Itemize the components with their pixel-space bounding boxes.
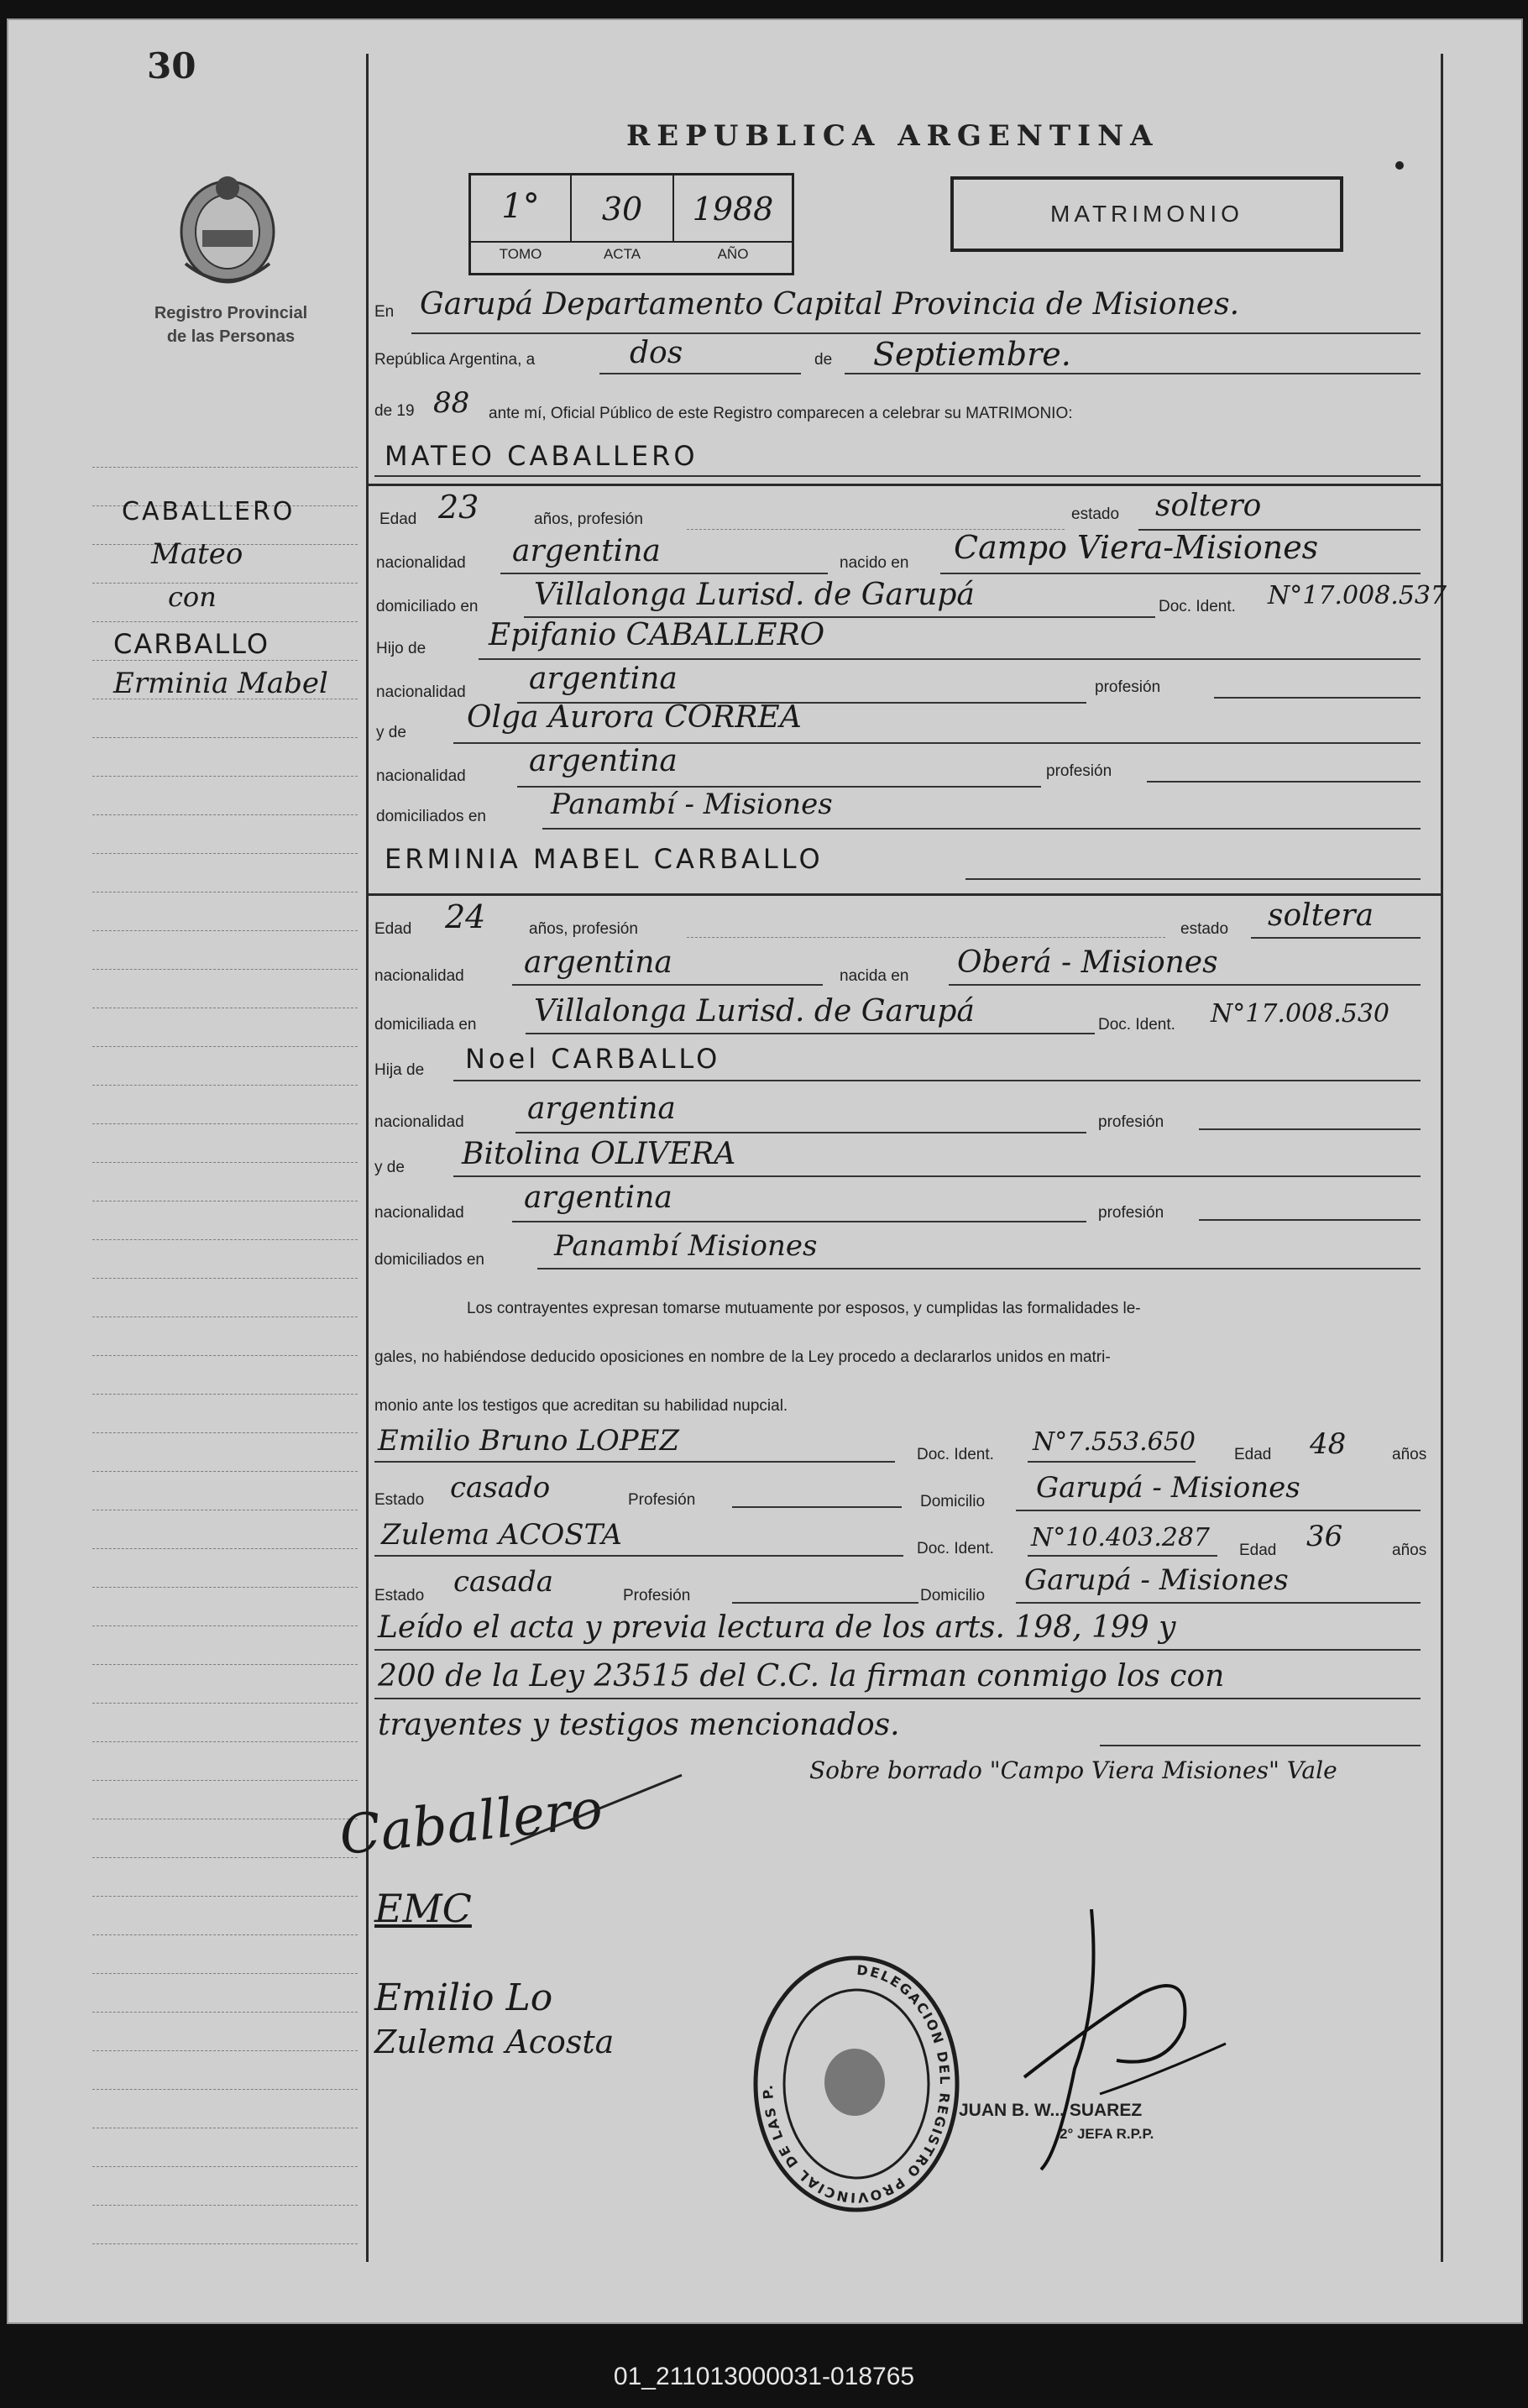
- margin-ruled-line: [92, 1162, 358, 1163]
- label-year-prefix: de 19: [374, 402, 415, 420]
- declaration-line2: gales, no habiéndose deducido oposiciones en nombre de la Ley procedo a declararlos unidos en matri-: [374, 1348, 1111, 1366]
- right-border-line: [1441, 54, 1443, 2262]
- signature-witness1: Emilio Lo: [374, 1976, 553, 2019]
- groom-label-doc: Doc. Ident.: [1159, 598, 1236, 615]
- bride-father-nacionalidad: argentina: [527, 1091, 676, 1126]
- bride-label-prof-mother: profesión: [1098, 1204, 1164, 1222]
- bride-label-nac-mother: nacionalidad: [374, 1204, 464, 1222]
- groom-label-domiciliados: domiciliados en: [376, 808, 486, 825]
- groom-doc: N°17.008.537: [1268, 581, 1447, 610]
- ink-dot: [1395, 161, 1404, 170]
- official-name: JUAN B. W... SUAREZ: [959, 2101, 1143, 2120]
- margin-ruled-line: [92, 1741, 358, 1742]
- margin-note-name1: Mateo: [151, 537, 243, 571]
- witness1-label-edad: Edad: [1234, 1446, 1272, 1463]
- bride-parents-domicilio: Panambí Misiones: [554, 1229, 818, 1263]
- groom-domicilio: Villalonga Lurisd. de Garupá: [534, 578, 975, 612]
- groom-label-y-de: y de: [376, 724, 406, 741]
- margin-ruled-line: [92, 1046, 358, 1047]
- erasure-note: Sobre borrado "Campo Viera Misiones" Vale: [809, 1756, 1337, 1784]
- intro-day: dos: [630, 336, 683, 370]
- margin-ruled-line: [92, 1703, 358, 1704]
- registry-name-line1: Registro Provincial: [154, 304, 308, 322]
- bride-birthplace: Oberá - Misiones: [957, 945, 1218, 980]
- groom-label-estado: estado: [1071, 505, 1120, 523]
- margin-ruled-line: [92, 1934, 358, 1935]
- groom-birthplace: Campo Viera-Misiones: [954, 529, 1319, 566]
- margin-ruled-line: [92, 776, 358, 777]
- bride-label-profesion: años, profesión: [529, 920, 638, 938]
- footer-file-id: 01_211013000031-018765: [613, 2363, 915, 2390]
- margin-ruled-line: [92, 1471, 358, 1472]
- witness1-domicilio: Garupá - Misiones: [1036, 1471, 1300, 1505]
- witness2-domicilio: Garupá - Misiones: [1024, 1563, 1289, 1597]
- margin-ruled-line: [92, 1857, 358, 1858]
- groom-label-edad: Edad: [379, 510, 417, 528]
- anio-label: AÑO: [717, 246, 749, 262]
- groom-label-nacido: nacido en: [840, 554, 909, 572]
- margin-ruled-line: [92, 467, 358, 468]
- margin-ruled-line: [92, 1664, 358, 1665]
- register-page: [7, 18, 1523, 2324]
- stamp-ring-text: DELEGACION DEL REGISTRO PROVINCIAL DE LAS P.: [759, 1961, 954, 2206]
- margin-note-surname2: CARBALLO: [113, 628, 270, 660]
- margin-ruled-line: [92, 1896, 358, 1897]
- bride-label-prof-father: profesión: [1098, 1113, 1164, 1131]
- bride-label-nacida: nacida en: [840, 967, 909, 985]
- groom-age: 23: [438, 489, 479, 526]
- bride-label-y-de: y de: [374, 1159, 405, 1176]
- declaration-line3: monio ante los testigos que acreditan su habilidad nupcial.: [374, 1397, 788, 1415]
- bride-label-hija: Hija de: [374, 1061, 425, 1079]
- country-title: REPUBLICA ARGENTINA: [626, 119, 1159, 153]
- margin-ruled-line: [92, 1432, 358, 1433]
- closing-line1: Leído el acta y previa lectura de los arts. 198, 199 y: [378, 1610, 1176, 1645]
- margin-ruled-line: [92, 1548, 358, 1549]
- signature-groom: Caballero: [336, 1777, 606, 1868]
- margin-ruled-line: [92, 583, 358, 584]
- groom-father: Epifanio CABALLERO: [489, 618, 825, 652]
- bride-mother-nacionalidad: argentina: [524, 1180, 672, 1215]
- groom-mother: Olga Aurora CORREA: [467, 700, 802, 735]
- margin-ruled-line: [92, 1239, 358, 1240]
- margin-ruled-line: [92, 2012, 358, 2013]
- intro-place: Garupá Departamento Capital Provincia de Misiones.: [420, 287, 1240, 322]
- official-title: 2° JEFA R.P.P.: [1060, 2126, 1154, 2142]
- margin-ruled-line: [92, 2243, 358, 2244]
- bride-nacionalidad: argentina: [524, 945, 672, 980]
- margin-ruled-line: [92, 969, 358, 970]
- official-stamp: [747, 1950, 965, 2239]
- margin-note-surname1: CABALLERO: [122, 497, 296, 526]
- bride-label-domiciliada: domiciliada en: [374, 1016, 477, 1034]
- margin-ruled-line: [92, 737, 358, 738]
- margin-ruled-line: [92, 814, 358, 815]
- signature-bride: EMC: [374, 1886, 472, 1931]
- label-officer: ante mí, Oficial Público de este Registro comparecen a celebrar su MATRIMONIO:: [489, 405, 1073, 422]
- bride-label-doc: Doc. Ident.: [1098, 1016, 1175, 1034]
- witness2-label-anios: años: [1392, 1542, 1427, 1559]
- bride-domicilio: Villalonga Lurisd. de Garupá: [534, 994, 975, 1029]
- registry-name-line2: de las Personas: [166, 327, 296, 346]
- margin-ruled-line: [92, 892, 358, 893]
- witness2-label-estado: Estado: [374, 1587, 425, 1604]
- margin-ruled-line: [92, 2205, 358, 2206]
- groom-name: MATEO CABALLERO: [385, 440, 699, 472]
- groom-label-nacionalidad: nacionalidad: [376, 554, 466, 572]
- intro-month: Septiembre.: [873, 336, 1071, 373]
- bride-father: Noel CARBALLO: [465, 1043, 721, 1075]
- margin-ruled-line: [92, 853, 358, 854]
- margin-ruled-line: [92, 2050, 358, 2051]
- bride-mother: Bitolina OLIVERA: [462, 1137, 736, 1171]
- closing-line2: 200 de la Ley 23515 del C.C. la firman conmigo los con: [378, 1659, 1225, 1693]
- anio-value: 1988: [692, 191, 774, 228]
- margin-ruled-line: [92, 1278, 358, 1279]
- margin-ruled-line: [92, 660, 358, 661]
- margin-note-con: con: [168, 581, 217, 613]
- margin-ruled-line: [92, 2166, 358, 2167]
- margin-ruled-line: [92, 1394, 358, 1395]
- margin-note-name2: Erminia Mabel: [113, 667, 328, 700]
- signature-witness2: Zulema Acosta: [374, 2023, 615, 2060]
- witness1-label-doc: Doc. Ident.: [917, 1446, 994, 1463]
- margin-ruled-line: [92, 930, 358, 931]
- witness1-doc: N°7.553.650: [1033, 1427, 1196, 1457]
- groom-label-domiciliado: domiciliado en: [376, 598, 479, 615]
- groom-label-nac-father: nacionalidad: [376, 683, 466, 701]
- groom-father-nacionalidad: argentina: [529, 662, 678, 696]
- tomo-label: TOMO: [499, 246, 542, 262]
- witness2-label-edad: Edad: [1239, 1542, 1277, 1559]
- coat-of-arms-icon: [173, 171, 282, 293]
- groom-label-hijo: Hijo de: [376, 640, 426, 657]
- groom-label-profesion: años, profesión: [534, 510, 643, 528]
- witness1-name: Emilio Bruno LOPEZ: [378, 1424, 680, 1458]
- bride-label-nac-father: nacionalidad: [374, 1113, 464, 1131]
- witness1-label-estado: Estado: [374, 1491, 425, 1509]
- groom-label-nac-mother: nacionalidad: [376, 767, 466, 785]
- groom-parents-domicilio: Panambí - Misiones: [551, 788, 833, 821]
- label-en: En: [374, 303, 395, 321]
- margin-ruled-line: [92, 1355, 358, 1356]
- margin-ruled-line: [92, 2089, 358, 2090]
- declaration-line1: Los contrayentes expresan tomarse mutuamente por esposos, y cumplidas las formalidades le-: [467, 1300, 1141, 1317]
- witness2-name: Zulema ACOSTA: [381, 1518, 622, 1552]
- witness1-label-profesion: Profesión: [628, 1491, 696, 1509]
- groom-nacionalidad: argentina: [512, 534, 661, 568]
- groom-label-prof-mother: profesión: [1046, 762, 1112, 780]
- margin-ruled-line: [92, 1123, 358, 1124]
- bride-age: 24: [445, 898, 486, 935]
- margin-ruled-line: [92, 1973, 358, 1974]
- witness1-label-anios: años: [1392, 1446, 1427, 1463]
- bride-name: ERMINIA MABEL CARBALLO: [385, 843, 824, 875]
- acta-value: 30: [601, 191, 643, 228]
- act-type-box: [950, 176, 1343, 252]
- bride-label-nacionalidad: nacionalidad: [374, 967, 464, 985]
- left-border-line: [366, 54, 369, 2262]
- margin-ruled-line: [92, 1085, 358, 1086]
- witness1-estado: casado: [450, 1471, 551, 1505]
- witness2-label-profesion: Profesión: [623, 1587, 691, 1604]
- closing-line3: trayentes y testigos mencionados.: [378, 1708, 900, 1742]
- page-number: 30: [147, 45, 196, 86]
- witness2-label-domicilio: Domicilio: [920, 1587, 986, 1604]
- tomo-value: 1°: [501, 187, 540, 226]
- acta-label: ACTA: [603, 246, 641, 262]
- margin-ruled-line: [92, 621, 358, 622]
- bride-label-estado: estado: [1180, 920, 1229, 938]
- bride-label-edad: Edad: [374, 920, 412, 938]
- witness1-age: 48: [1310, 1427, 1347, 1461]
- act-type-label: MATRIMONIO: [1050, 201, 1243, 227]
- bride-doc: N°17.008.530: [1211, 999, 1390, 1029]
- witness2-doc: N°10.403.287: [1031, 1523, 1211, 1552]
- groom-estado: soltero: [1155, 489, 1262, 523]
- volume-box: [468, 173, 794, 275]
- groom-label-prof-father: profesión: [1095, 678, 1161, 696]
- label-republica: República Argentina, a: [374, 351, 536, 369]
- witness2-label-doc: Doc. Ident.: [917, 1540, 994, 1557]
- witness2-age: 36: [1306, 1520, 1343, 1553]
- margin-ruled-line: [92, 1587, 358, 1588]
- margin-ruled-line: [92, 1780, 358, 1781]
- label-de: de: [814, 351, 833, 369]
- bride-label-domiciliados: domiciliados en: [374, 1251, 484, 1269]
- margin-ruled-line: [92, 1625, 358, 1626]
- bride-estado: soltera: [1268, 898, 1374, 933]
- intro-year: 88: [433, 386, 470, 420]
- witness1-label-domicilio: Domicilio: [920, 1493, 986, 1510]
- witness2-estado: casada: [453, 1565, 554, 1599]
- groom-mother-nacionalidad: argentina: [529, 744, 678, 778]
